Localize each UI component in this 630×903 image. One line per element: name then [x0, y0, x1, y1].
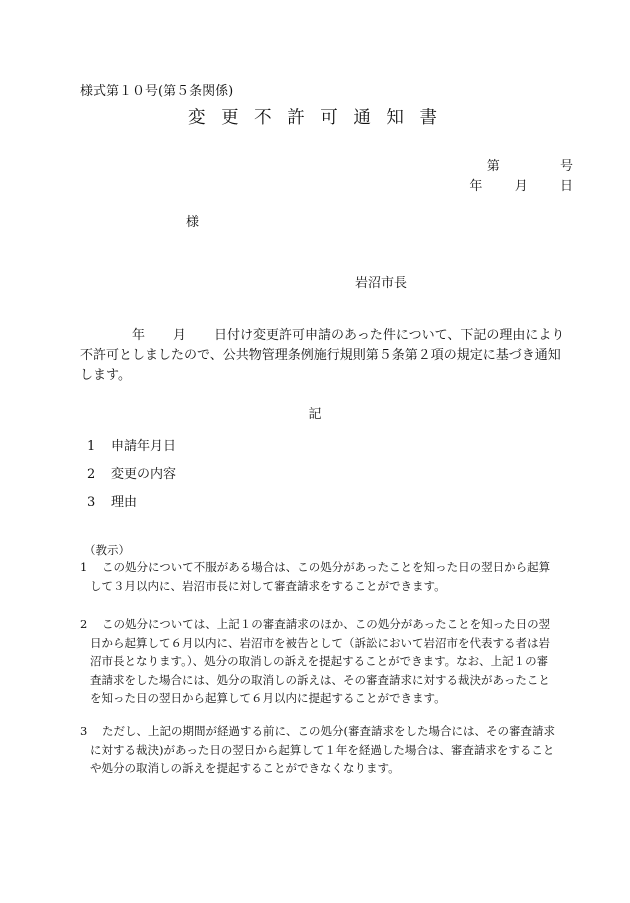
date-day: 日 [559, 179, 573, 194]
document-title: 変 更 不 許 可 通 知 書 [188, 108, 442, 128]
list-item [87, 495, 176, 523]
body-year: 年 [132, 328, 146, 343]
notice-line: に対する裁決)があった日の翌日から起算して１年を経過した場合は、審査請求をすること [90, 742, 555, 757]
notice-line: ただし、上記の期間が経過する前に、この処分(審査請求をした場合には、その審査請求 [102, 724, 555, 738]
notice-line: 査請求をした場合には、処分の取消しの訴えは、その審査請求に対する裁決があったこと [90, 672, 550, 687]
document-date-row [469, 175, 573, 194]
notice-line: 沼市長となります。）、処分の取消しの訴えを提起することができます。なお、上記１の審 [90, 654, 549, 668]
body-line-1 [80, 326, 576, 346]
notice-line: この処分について不服がある場合は、この処分があったことを知った日の翌日から起算 [102, 560, 551, 574]
notice-line: して３月以内に、岩沼市長に対して審査請求をすることができます。 [90, 578, 446, 593]
notice-item-2 [80, 615, 580, 708]
item-label: 理由 [111, 495, 138, 510]
form-label: 様式第１０号(第５条関係) [80, 84, 234, 99]
notice-line: この処分については、上記１の審査請求のほか、この処分があったことを知った日の翌 [102, 617, 551, 631]
addressee: 様 [186, 215, 200, 230]
item-label: 申請年月日 [111, 439, 177, 454]
date-year: 年 [469, 179, 483, 194]
body-line-2: 不許可としましたので、公共物管理条例施行規則第５条第２項の規定に基づき通知 [80, 348, 561, 363]
list-item [87, 467, 176, 495]
number-suffix: 号 [559, 159, 573, 174]
item-label: 変更の内容 [111, 467, 177, 482]
issuer-name: 岩沼市長 [355, 276, 408, 291]
notice-line: や処分の取消しの訴えを提起することができなくなります。 [90, 761, 400, 775]
notice-line: を知った日の翌日から起算して６月以内に提起することができます。 [90, 691, 446, 705]
body-line-1-text: 日付け変更許可申請のあった件について、下記の理由により [214, 328, 565, 343]
notice-line: 日から起算して６月以内に、岩沼市を被告として（訴訟において岩沼市を代表する者は岩 [90, 635, 550, 650]
item-number: 3 [87, 495, 96, 510]
notice-body [80, 326, 576, 386]
ki-heading: 記 [308, 407, 322, 422]
body-month: 月 [173, 328, 187, 343]
body-line-3: します。 [80, 368, 131, 383]
notice-item-3 [80, 722, 580, 778]
notice-number: 2 [80, 617, 88, 631]
list-item [87, 439, 176, 467]
item-list [87, 439, 176, 523]
item-number: 2 [87, 467, 96, 482]
document-number-row [487, 155, 573, 174]
notice-item-1 [80, 558, 580, 595]
notice-number: 3 [80, 724, 88, 738]
item-number: 1 [87, 439, 96, 454]
notice-heading: （教示） [84, 543, 130, 557]
notice-number: 1 [80, 560, 88, 574]
number-label: 第 [486, 159, 500, 174]
date-month: 月 [514, 179, 528, 194]
